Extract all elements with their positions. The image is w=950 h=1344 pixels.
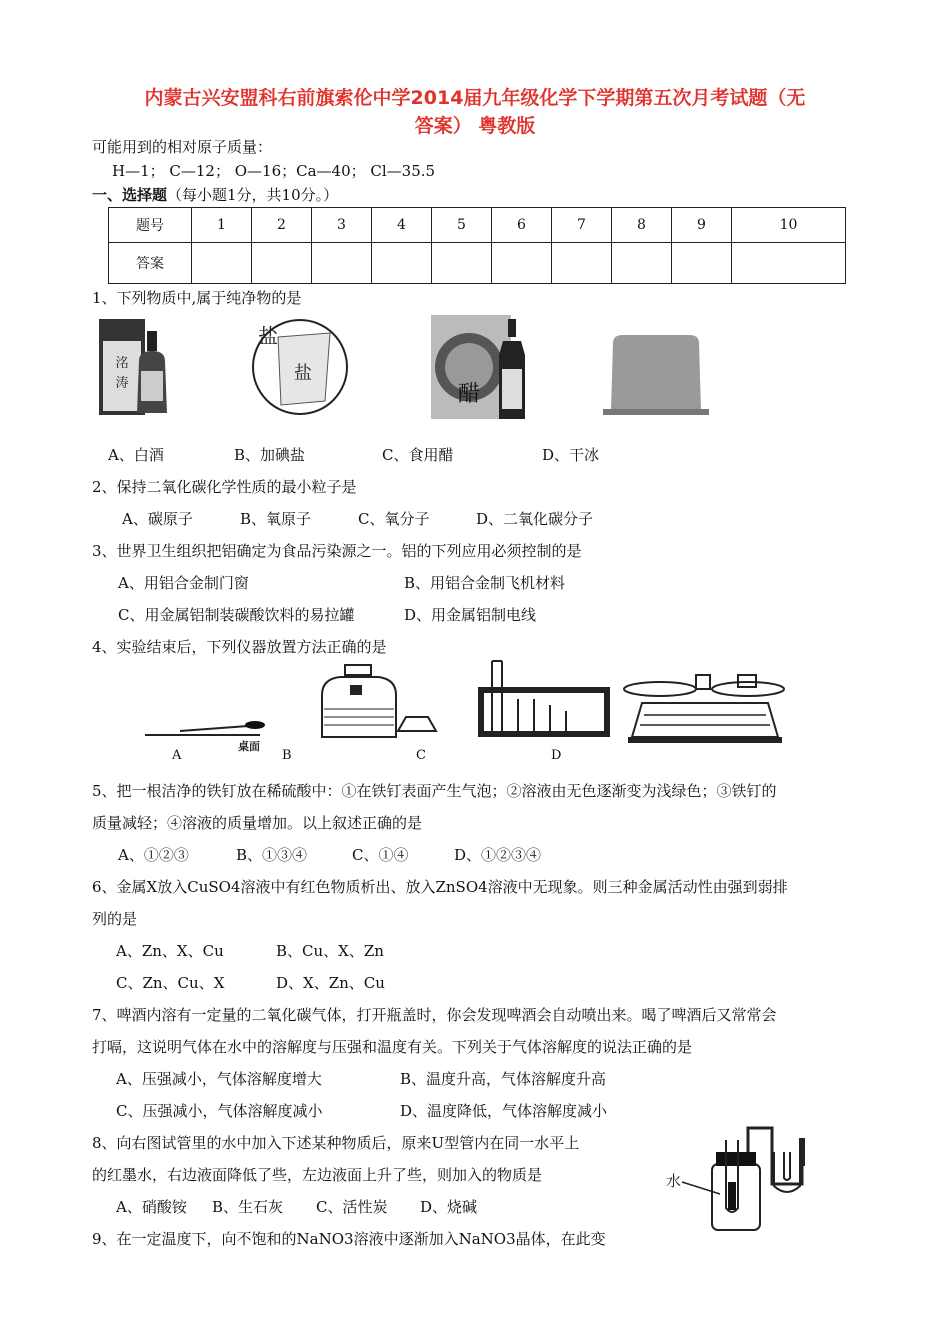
- q7-option-b[interactable]: B、温度升高，气体溶解度升高: [400, 1070, 607, 1088]
- answer-cell[interactable]: [552, 243, 612, 284]
- answer-cell[interactable]: [372, 243, 432, 284]
- table-number: 6: [492, 208, 552, 243]
- intro-label: 可能用到的相对原子质量：: [92, 138, 273, 156]
- q3-stem: 3、世界卫生组织把铝确定为食品污染源之一。铝的下列应用必须控制的是: [92, 542, 582, 560]
- table-number: 1: [192, 208, 252, 243]
- q6-option-d[interactable]: D、X、Zn、Cu: [276, 974, 385, 992]
- svg-text:洺: 洺: [115, 356, 129, 371]
- q6-option-b[interactable]: B、Cu、X、Zn: [276, 942, 384, 960]
- vinegar-image: [431, 315, 525, 419]
- q6-line2: 列的是: [92, 910, 138, 928]
- vinegar-char: 醋: [457, 382, 481, 407]
- q3-option-c[interactable]: C、用金属铝制装碳酸饮料的易拉罐: [118, 606, 355, 624]
- q2-stem: 2、保持二氧化碳化学性质的最小粒子是: [92, 478, 357, 496]
- q1-stem: 1、下列物质中,属于纯净物的是: [92, 289, 302, 307]
- u-tube-apparatus: [662, 1112, 842, 1234]
- answer-table: [108, 207, 846, 284]
- q5-option-b[interactable]: B、①③④: [236, 846, 308, 864]
- q5-option-c[interactable]: C、①④: [352, 846, 409, 864]
- water-label: 水: [666, 1172, 682, 1190]
- answer-cell[interactable]: [672, 243, 732, 284]
- section-title: 一、选择题: [92, 186, 168, 204]
- q1-option-a[interactable]: A、白酒: [108, 446, 164, 464]
- section-note: （每小题1分，共10分。）: [167, 186, 339, 204]
- answer-cell[interactable]: [492, 243, 552, 284]
- q4-apparatus: [140, 655, 790, 755]
- q1-option-c[interactable]: C、食用醋: [382, 446, 454, 464]
- stopper-image: [398, 717, 436, 731]
- q1-option-d[interactable]: D、干冰: [542, 446, 600, 464]
- q8-line1: 8、向右图试管里的水中加入下述某种物质后，原来U型管内在同一水平上: [92, 1134, 580, 1152]
- q4-label-b: B: [282, 748, 292, 763]
- balance-image: [624, 675, 784, 743]
- table-header-label: 题号: [109, 208, 192, 243]
- q6-option-c[interactable]: C、Zn、Cu、X: [116, 974, 225, 992]
- desk-label: 桌面: [238, 740, 260, 753]
- q8-option-b[interactable]: B、生石灰: [212, 1198, 284, 1216]
- atomic-masses: H—1； C—12； O—16；Ca—40； Cl—35.5: [112, 162, 436, 180]
- liquor-image: [99, 319, 167, 415]
- q5-option-d[interactable]: D、①②③④: [454, 846, 542, 864]
- table-number: 5: [432, 208, 492, 243]
- q4-stem: 4、实验结束后，下列仪器放置方法正确的是: [92, 638, 387, 656]
- answer-cell[interactable]: [192, 243, 252, 284]
- table-number: 3: [312, 208, 372, 243]
- q5-line1: 5、把一根洁净的铁钉放在稀硫酸中：①在铁钉表面产生气泡；②溶液由无色逐渐变为浅绿色；③铁钉的: [92, 782, 777, 800]
- answer-cell[interactable]: [312, 243, 372, 284]
- q4-label-c: C: [416, 748, 426, 763]
- answer-cell[interactable]: [252, 243, 312, 284]
- q4-label-d: D: [551, 748, 562, 763]
- q1-images: [95, 315, 745, 425]
- salt-char-a: 盐: [258, 324, 278, 348]
- q8-option-d[interactable]: D、烧碱: [420, 1198, 478, 1216]
- table-number: 10: [732, 208, 846, 243]
- answer-cell[interactable]: [612, 243, 672, 284]
- q2-option-c[interactable]: C、氧分子: [358, 510, 430, 528]
- q3-option-d[interactable]: D、用金属铝制电线: [404, 606, 537, 624]
- q8-option-a[interactable]: A、硝酸铵: [116, 1198, 187, 1216]
- salt-char-b: 盐: [294, 363, 312, 384]
- q1-option-b[interactable]: B、加碘盐: [234, 446, 306, 464]
- answer-cell[interactable]: [432, 243, 492, 284]
- page-title: [60, 84, 890, 140]
- q8-line2: 的红墨水，右边液面降低了些，左边液面上升了些，则加入的物质是: [92, 1166, 543, 1184]
- reagent-bottle-image: [322, 665, 396, 737]
- answer-cell[interactable]: [732, 243, 846, 284]
- q5-line2: 质量减轻；④溶液的质量增加。以上叙述正确的是: [92, 814, 423, 832]
- title-line-2: 答案） 粤教版: [414, 115, 536, 137]
- dry-ice-image: [603, 335, 709, 415]
- q7-line2: 打嗝，这说明气体在水中的溶解度与压强和温度有关。下列关于气体溶解度的说法正确的是: [92, 1038, 693, 1056]
- title-line-1: 内蒙古兴安盟科右前旗索伦中学2014届九年级化学下学期第五次月考试题（无: [144, 87, 806, 109]
- table-number: 7: [552, 208, 612, 243]
- q6-option-a[interactable]: A、Zn、X、Cu: [116, 942, 224, 960]
- section-heading: [92, 184, 338, 205]
- q7-option-d[interactable]: D、温度降低，气体溶解度减小: [400, 1102, 608, 1120]
- q2-option-d[interactable]: D、二氧化碳分子: [476, 510, 594, 528]
- q7-option-c[interactable]: C、压强减小，气体溶解度减小: [116, 1102, 323, 1120]
- q2-option-a[interactable]: A、碳原子: [122, 510, 193, 528]
- table-number: 9: [672, 208, 732, 243]
- q7-option-a[interactable]: A、压强减小，气体溶解度增大: [116, 1070, 322, 1088]
- table-answer-label: 答案: [109, 243, 192, 284]
- q8-option-c[interactable]: C、活性炭: [316, 1198, 388, 1216]
- q7-line1: 7、啤酒内溶有一定量的二氧化碳气体，打开瓶盖时，你会发现啤酒会自动喷出来。喝了啤酒后又常常会: [92, 1006, 777, 1024]
- table-number: 2: [252, 208, 312, 243]
- q4-label-a: A: [172, 748, 182, 763]
- q3-option-b[interactable]: B、用铝合金制飞机材料: [404, 574, 566, 592]
- q3-option-a[interactable]: A、用铝合金制门窗: [118, 574, 249, 592]
- q2-option-b[interactable]: B、氧原子: [240, 510, 312, 528]
- q5-option-a[interactable]: A、①②③: [118, 846, 189, 864]
- iodized-salt-image: [253, 320, 347, 414]
- svg-text:涛: 涛: [115, 376, 129, 391]
- q9-line1: 9、在一定温度下，向不饱和的NaNO3溶液中逐渐加入NaNO3晶体，在此变: [92, 1230, 606, 1248]
- dropper-image: [145, 721, 265, 753]
- table-number: 8: [612, 208, 672, 243]
- test-tube-rack-image: [478, 661, 610, 737]
- table-number: 4: [372, 208, 432, 243]
- q6-line1: 6、金属X放入CuSO4溶液中有红色物质析出、放入ZnSO4溶液中无现象。则三种金属活动性由强到弱排: [92, 878, 788, 896]
